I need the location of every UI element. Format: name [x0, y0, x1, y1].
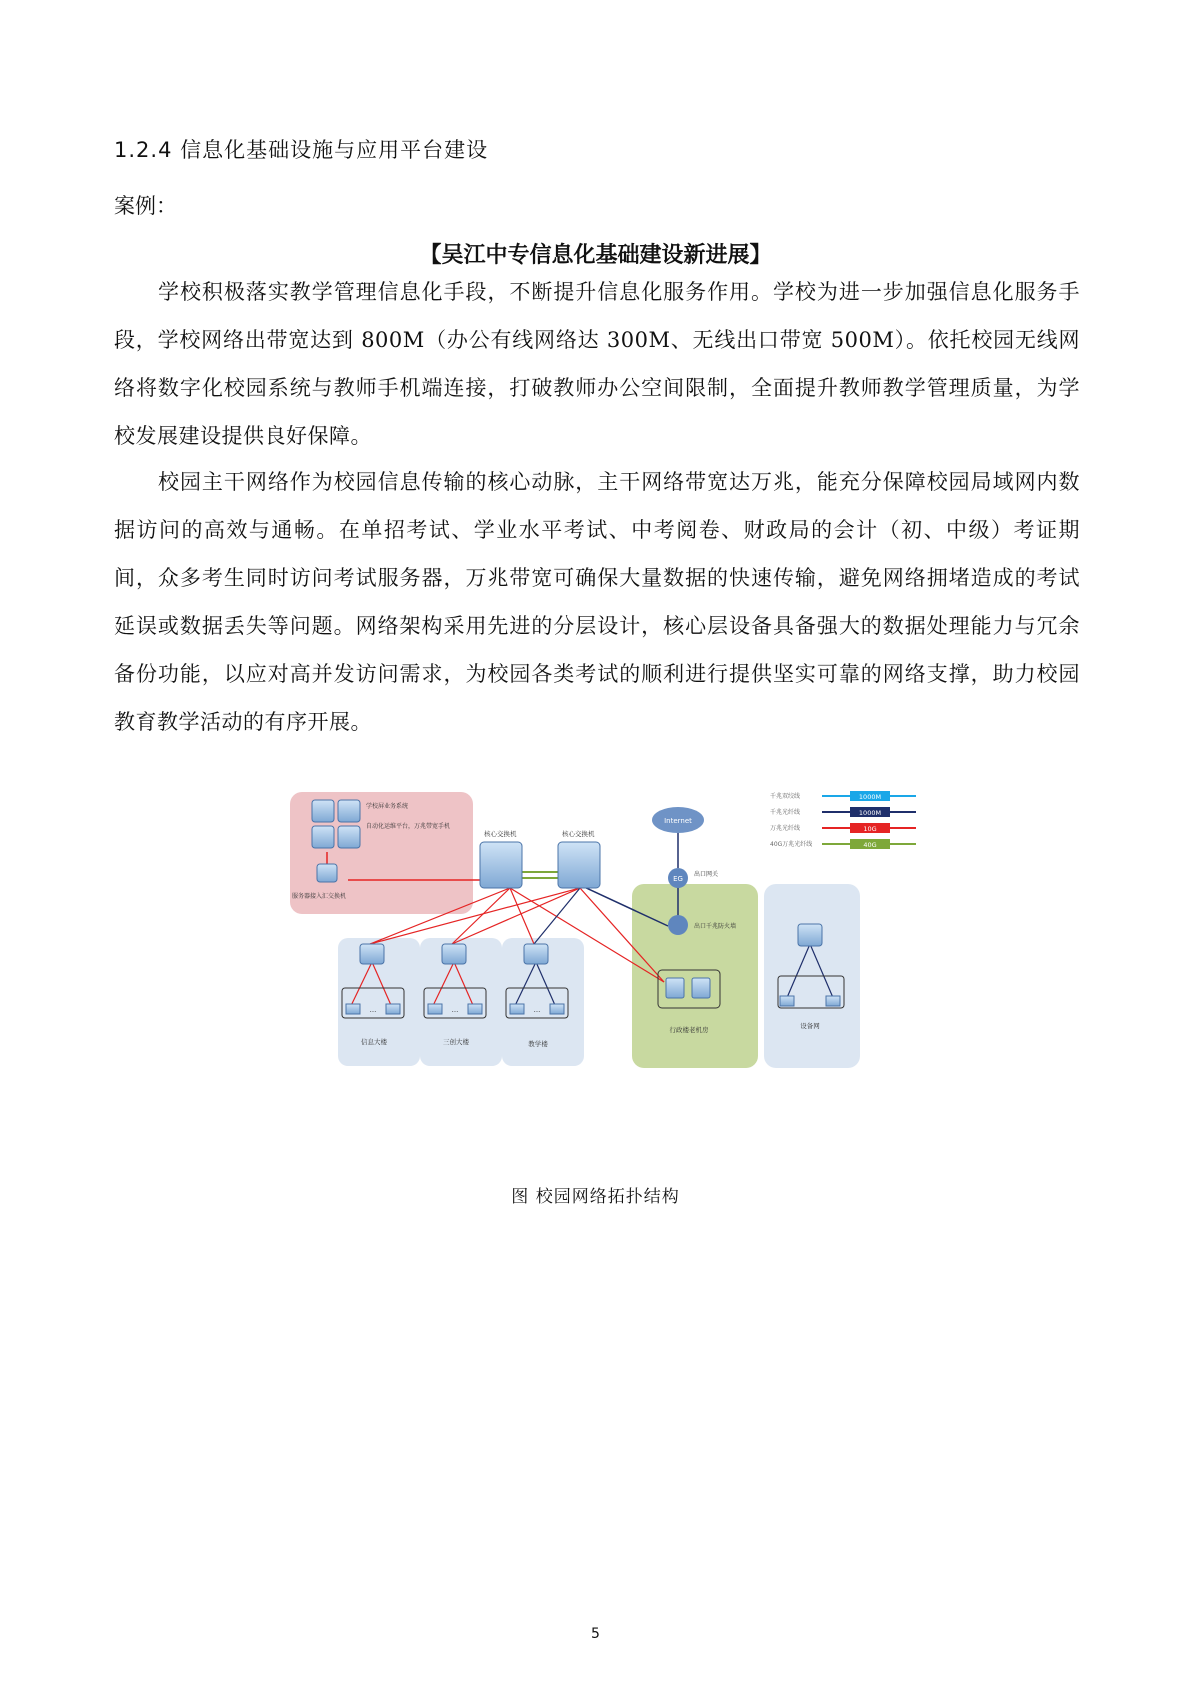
server-system-label-2: 自动化运维平台，万兆带宽手机: [366, 823, 451, 830]
b2-access-1-icon: [428, 1004, 442, 1014]
page-number: 5: [591, 1626, 600, 1642]
core-switch-2-label: 核心交换机: [562, 830, 595, 838]
dev-access-2-icon: [826, 996, 840, 1006]
dev-switch-icon: [798, 924, 822, 946]
legend-row-4-value: 40G: [863, 841, 877, 849]
b3-ellipsis: ...: [533, 1006, 541, 1014]
b1-switch-icon: [360, 944, 384, 964]
legend-row-3: [770, 823, 916, 833]
green-zone: [632, 884, 758, 1068]
server-switch-label: 服务器接入汇交换机: [292, 893, 347, 900]
b2-access-2-icon: [468, 1004, 482, 1014]
legend-row-4: [770, 839, 916, 849]
legend-row-1-label: 千兆双绞线: [770, 793, 801, 800]
exit-gateway-label: 出口网关: [694, 871, 719, 878]
legend-row-3-label: 万兆光纤线: [770, 825, 801, 832]
b2-switch-icon: [442, 944, 466, 964]
red-link-3: [510, 888, 534, 944]
paragraph-1: 学校积极落实教学管理信息化手段，不断提升信息化服务作用。学校为进一步加强信息化服务手段，学校网络出带宽达到 800M（办公有线网络达 300M、无线出口带宽 500M）。依托校园无线网络将数字化校园系统与教师手机端连接，打破教师办公空间限制，全面提升教师教学管理质量，为学校发展建设提供良好保障。: [114, 280, 1080, 448]
internet-label: Internet: [664, 817, 692, 825]
navy-link-1: [534, 888, 580, 944]
device-net-label: 设备网: [800, 1022, 820, 1030]
b3-access-2-icon: [550, 1004, 564, 1014]
paragraph-2: 校园主干网络作为校园信息传输的核心动脉，主干网络带宽达万兆，能充分保障校园局域网内数据访问的高效与通畅。在单招考试、学业水平考试、中考阅卷、财政局的会计（初、中级）考证期间，众多考生同时访问考试服务器，万兆带宽可确保大量数据的快速传输，避免网络拥堵造成的考试延误或数据丢失等问题。网络架构采用先进的分层设计，核心层设备具备强大的数据处理能力与冗余备份功能，以应对高并发访问需求，为校园各类考试的顺利进行提供坚实可靠的网络支撑，助力校园教育教学活动的有序开展。: [114, 470, 1080, 734]
b1-access-2-icon: [386, 1004, 400, 1014]
building-3-label: 教学楼: [528, 1040, 548, 1048]
firewall-icon: [668, 915, 688, 935]
firewall-label: 出口千兆防火墙: [694, 923, 737, 930]
building-2-label: 三创大楼: [443, 1038, 469, 1046]
legend-row-4-label: 40G万兆光纤线: [770, 841, 813, 848]
server-switch-icon: [317, 864, 337, 882]
b3-switch-icon: [524, 944, 548, 964]
legend-row-2-value: 1000M: [858, 809, 882, 817]
dev-access-1-icon: [780, 996, 794, 1006]
case-label: 案例：: [114, 194, 177, 218]
legend-row-2: [770, 807, 916, 817]
figure-caption: 图 校园网络拓扑结构: [511, 1187, 680, 1207]
core-switch-1-label: 核心交换机: [484, 830, 517, 838]
eg-label: EG: [673, 875, 683, 883]
legend-row-2-label: 千兆光纤线: [770, 809, 801, 816]
b2-ellipsis: ...: [451, 1006, 459, 1014]
legend-row-1: [770, 791, 916, 801]
legend-panel: [770, 790, 920, 856]
admin-switch-1-icon: [666, 978, 684, 998]
core-switch-1-icon: [480, 842, 522, 888]
admin-switch-2-icon: [692, 978, 710, 998]
section-heading: 1.2.4 信息化基础设施与应用平台建设: [114, 138, 489, 162]
building-1-label: 信息大楼: [361, 1038, 387, 1046]
b3-access-1-icon: [510, 1004, 524, 1014]
server-system-label-1: 学校屏业务系统: [366, 803, 409, 810]
admin-room-label: 行政楼老机房: [669, 1026, 709, 1034]
document-title: 【吴江中专信息化基础建设新进展】: [419, 242, 772, 268]
legend-row-1-value: 1000M: [858, 793, 882, 801]
b1-ellipsis: ...: [369, 1006, 377, 1014]
legend-row-3-value: 10G: [863, 825, 877, 833]
core-switch-2-icon: [558, 842, 600, 888]
b1-access-1-icon: [346, 1004, 360, 1014]
